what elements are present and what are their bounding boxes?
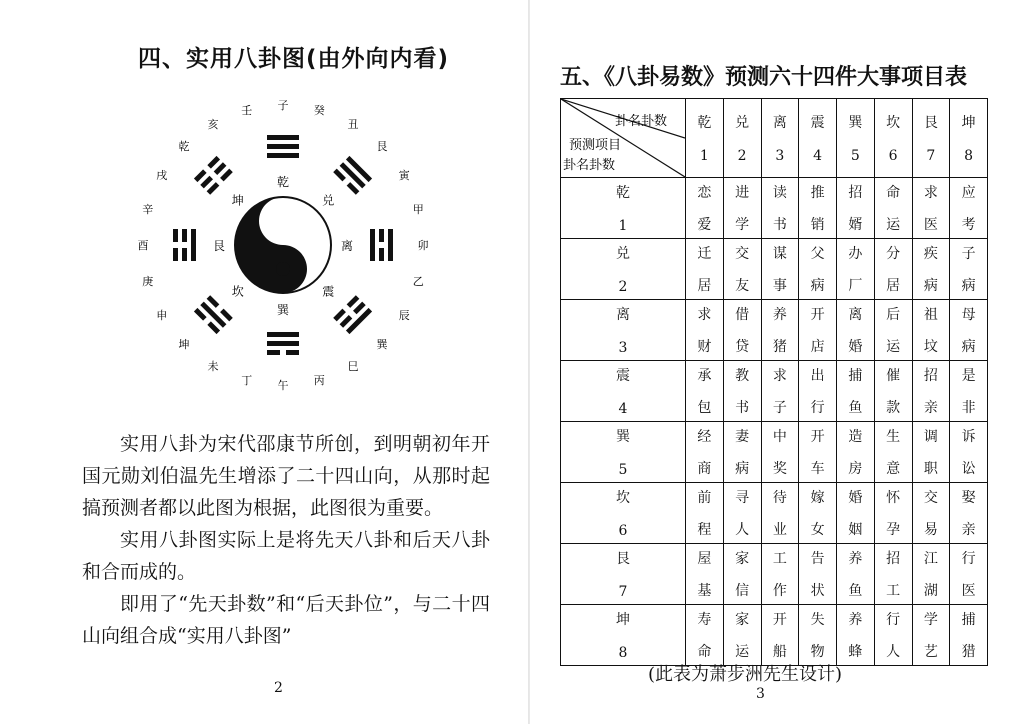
column-header: 离 3 bbox=[761, 99, 799, 178]
bagua-diagram bbox=[128, 90, 438, 400]
table-cell: 经 商 bbox=[686, 422, 724, 483]
table-cell: 离 婚 bbox=[837, 300, 875, 361]
trigram-icon bbox=[333, 295, 372, 334]
mountain-label: 寅 bbox=[398, 169, 410, 182]
column-header: 坎 6 bbox=[874, 99, 912, 178]
trigram-icon bbox=[333, 156, 372, 195]
page-number-right: 3 bbox=[756, 686, 765, 702]
trigram-icon bbox=[267, 135, 299, 158]
row-header: 离 3 bbox=[561, 300, 686, 361]
table-row bbox=[561, 300, 988, 361]
table-cell: 交 友 bbox=[723, 239, 761, 300]
column-header: 兑 2 bbox=[723, 99, 761, 178]
trigram-label: 艮 bbox=[212, 239, 226, 253]
table-cell: 养 鱼 bbox=[837, 544, 875, 605]
table-cell: 读 书 bbox=[761, 178, 799, 239]
table-cell: 应 考 bbox=[950, 178, 988, 239]
table-cell: 恋 爱 bbox=[686, 178, 724, 239]
table-cell: 母 病 bbox=[950, 300, 988, 361]
table-cell: 养 猪 bbox=[761, 300, 799, 361]
table-row bbox=[561, 483, 988, 544]
table-row bbox=[561, 605, 988, 666]
column-header: 坤 8 bbox=[950, 99, 988, 178]
mountain-label: 卯 bbox=[417, 239, 429, 252]
trigram-label: 巽 bbox=[276, 303, 290, 317]
table-row bbox=[561, 239, 988, 300]
table-cell: 后 运 bbox=[874, 300, 912, 361]
trigram-label: 坤 bbox=[231, 193, 244, 208]
mountain-label: 巽 bbox=[376, 337, 388, 351]
mountain-label: 丁 bbox=[241, 374, 253, 388]
table-cell: 捕 猎 bbox=[950, 605, 988, 666]
yin-yang-icon bbox=[235, 197, 331, 293]
mountain-label: 丑 bbox=[347, 117, 359, 131]
bagua-svg bbox=[128, 90, 438, 400]
row-header: 坎 6 bbox=[561, 483, 686, 544]
trigram-label: 离 bbox=[340, 239, 354, 253]
table-cell: 家 运 bbox=[723, 605, 761, 666]
mountain-label: 未 bbox=[207, 360, 219, 374]
mountain-label: 壬 bbox=[241, 103, 253, 117]
table-cell: 开 店 bbox=[799, 300, 837, 361]
table-cell: 嫁 女 bbox=[799, 483, 837, 544]
corner-bottom-label: 卦名卦数 bbox=[562, 158, 616, 173]
mountain-label: 坤 bbox=[178, 337, 190, 351]
table-cell: 出 行 bbox=[799, 361, 837, 422]
table-cell: 开 车 bbox=[799, 422, 837, 483]
paragraph-2: 实用八卦图实际上是将先天八卦和后天八卦和合而成的。 bbox=[82, 529, 490, 583]
table-cell: 祖 坟 bbox=[912, 300, 950, 361]
table-cell: 怀 孕 bbox=[874, 483, 912, 544]
mountain-label: 午 bbox=[277, 379, 289, 392]
column-header: 艮 7 bbox=[912, 99, 950, 178]
header-corner-cell bbox=[561, 99, 686, 178]
table-cell: 求 医 bbox=[912, 178, 950, 239]
table-cell: 催 款 bbox=[874, 361, 912, 422]
mountain-label: 戌 bbox=[156, 169, 168, 182]
mountain-label: 酉 bbox=[137, 239, 149, 252]
table-cell: 推 销 bbox=[799, 178, 837, 239]
row-header: 坤 8 bbox=[561, 605, 686, 666]
right-page-title: 五、《八卦易数》预测六十四件大事项目表 bbox=[560, 65, 968, 90]
table-cell: 命 运 bbox=[874, 178, 912, 239]
table-cell: 求 财 bbox=[686, 300, 724, 361]
table-cell: 失 物 bbox=[799, 605, 837, 666]
mountain-label: 艮 bbox=[376, 140, 388, 154]
mountain-label: 亥 bbox=[207, 117, 219, 131]
mountain-label: 辰 bbox=[398, 309, 410, 322]
table-cell: 告 状 bbox=[799, 544, 837, 605]
table-cell: 工 作 bbox=[761, 544, 799, 605]
trigram-icon bbox=[370, 229, 393, 261]
table-cell: 借 贷 bbox=[723, 300, 761, 361]
paragraph-1: 实用八卦为宋代邵康节所创，到明朝初年开国元勋刘伯温先生增添了二十四山向，从那时起搞预测者都以此图为根据，此图很为重要。 bbox=[82, 433, 490, 519]
table-cell: 家 信 bbox=[723, 544, 761, 605]
corner-top-label: 卦名卦数 bbox=[614, 114, 668, 129]
table-cell: 调 职 bbox=[912, 422, 950, 483]
row-header: 巽 5 bbox=[561, 422, 686, 483]
row-header: 震 4 bbox=[561, 361, 686, 422]
table-cell: 承 包 bbox=[686, 361, 724, 422]
table-cell: 生 意 bbox=[874, 422, 912, 483]
table-cell: 江 湖 bbox=[912, 544, 950, 605]
table-cell: 求 子 bbox=[761, 361, 799, 422]
table-cell: 迁 居 bbox=[686, 239, 724, 300]
table-cell: 妻 病 bbox=[723, 422, 761, 483]
table-header-row bbox=[561, 99, 988, 178]
corner-middle-label: 预测项目 bbox=[568, 138, 622, 153]
table-cell: 造 房 bbox=[837, 422, 875, 483]
trigram-label: 兑 bbox=[322, 193, 335, 208]
mountain-label: 乾 bbox=[178, 140, 190, 154]
table-cell: 开 船 bbox=[761, 605, 799, 666]
mountain-label: 辛 bbox=[142, 202, 154, 216]
table-cell: 养 蜂 bbox=[837, 605, 875, 666]
table-row bbox=[561, 361, 988, 422]
table-caption: (此表为萧步洲先生设计) bbox=[648, 664, 843, 685]
table-cell: 行 医 bbox=[950, 544, 988, 605]
table-cell: 分 居 bbox=[874, 239, 912, 300]
trigram-icon bbox=[173, 229, 196, 261]
trigram-label: 震 bbox=[322, 284, 335, 299]
table-cell: 婚 姻 bbox=[837, 483, 875, 544]
table-cell: 父 病 bbox=[799, 239, 837, 300]
mountain-label: 丙 bbox=[313, 374, 325, 388]
table-row bbox=[561, 178, 988, 239]
mountain-label: 乙 bbox=[412, 275, 424, 289]
table-cell: 谋 事 bbox=[761, 239, 799, 300]
mountain-label: 巳 bbox=[347, 360, 359, 374]
row-header: 兑 2 bbox=[561, 239, 686, 300]
mountain-label: 子 bbox=[277, 99, 289, 112]
left-page-body bbox=[82, 428, 490, 652]
mountain-label: 庚 bbox=[142, 275, 154, 289]
trigram-label: 坎 bbox=[231, 284, 244, 299]
table-row bbox=[561, 422, 988, 483]
prediction-table bbox=[560, 98, 988, 666]
table-cell: 办 厂 bbox=[837, 239, 875, 300]
table-cell: 寻 人 bbox=[723, 483, 761, 544]
table-cell: 招 亲 bbox=[912, 361, 950, 422]
table-cell: 娶 亲 bbox=[950, 483, 988, 544]
row-header: 艮 7 bbox=[561, 544, 686, 605]
mountain-label: 申 bbox=[156, 309, 168, 322]
trigram-icon bbox=[194, 295, 233, 334]
column-header: 震 4 bbox=[799, 99, 837, 178]
table-cell: 行 人 bbox=[874, 605, 912, 666]
corner-diagonals bbox=[561, 99, 685, 177]
table-cell: 子 病 bbox=[950, 239, 988, 300]
page-number-left: 2 bbox=[274, 680, 283, 696]
right-page bbox=[530, 0, 1024, 724]
mountain-label: 甲 bbox=[412, 202, 424, 216]
table-cell: 屋 基 bbox=[686, 544, 724, 605]
mountain-label: 癸 bbox=[313, 103, 325, 117]
column-header: 乾 1 bbox=[686, 99, 724, 178]
table-cell: 疾 病 bbox=[912, 239, 950, 300]
table-cell: 学 艺 bbox=[912, 605, 950, 666]
table-cell: 交 易 bbox=[912, 483, 950, 544]
table-cell: 教 书 bbox=[723, 361, 761, 422]
table-cell: 中 奖 bbox=[761, 422, 799, 483]
left-page-title: 四、实用八卦图(由外向内看) bbox=[138, 46, 450, 72]
table-row bbox=[561, 544, 988, 605]
column-header: 巽 5 bbox=[837, 99, 875, 178]
table-cell: 待 业 bbox=[761, 483, 799, 544]
paragraph-3: 即用了“先天卦数”和“后天卦位”，与二十四山向组合成“实用八卦图” bbox=[82, 593, 490, 647]
table-cell: 进 学 bbox=[723, 178, 761, 239]
trigram-label: 乾 bbox=[276, 175, 290, 189]
row-header: 乾 1 bbox=[561, 178, 686, 239]
trigram-icon bbox=[267, 332, 299, 355]
table-cell: 招 婿 bbox=[837, 178, 875, 239]
table-cell: 诉 讼 bbox=[950, 422, 988, 483]
trigram-icon bbox=[194, 156, 233, 195]
table-cell: 前 程 bbox=[686, 483, 724, 544]
table-cell: 寿 命 bbox=[686, 605, 724, 666]
table-cell: 招 工 bbox=[874, 544, 912, 605]
table-cell: 捕 鱼 bbox=[837, 361, 875, 422]
table-cell: 是 非 bbox=[950, 361, 988, 422]
